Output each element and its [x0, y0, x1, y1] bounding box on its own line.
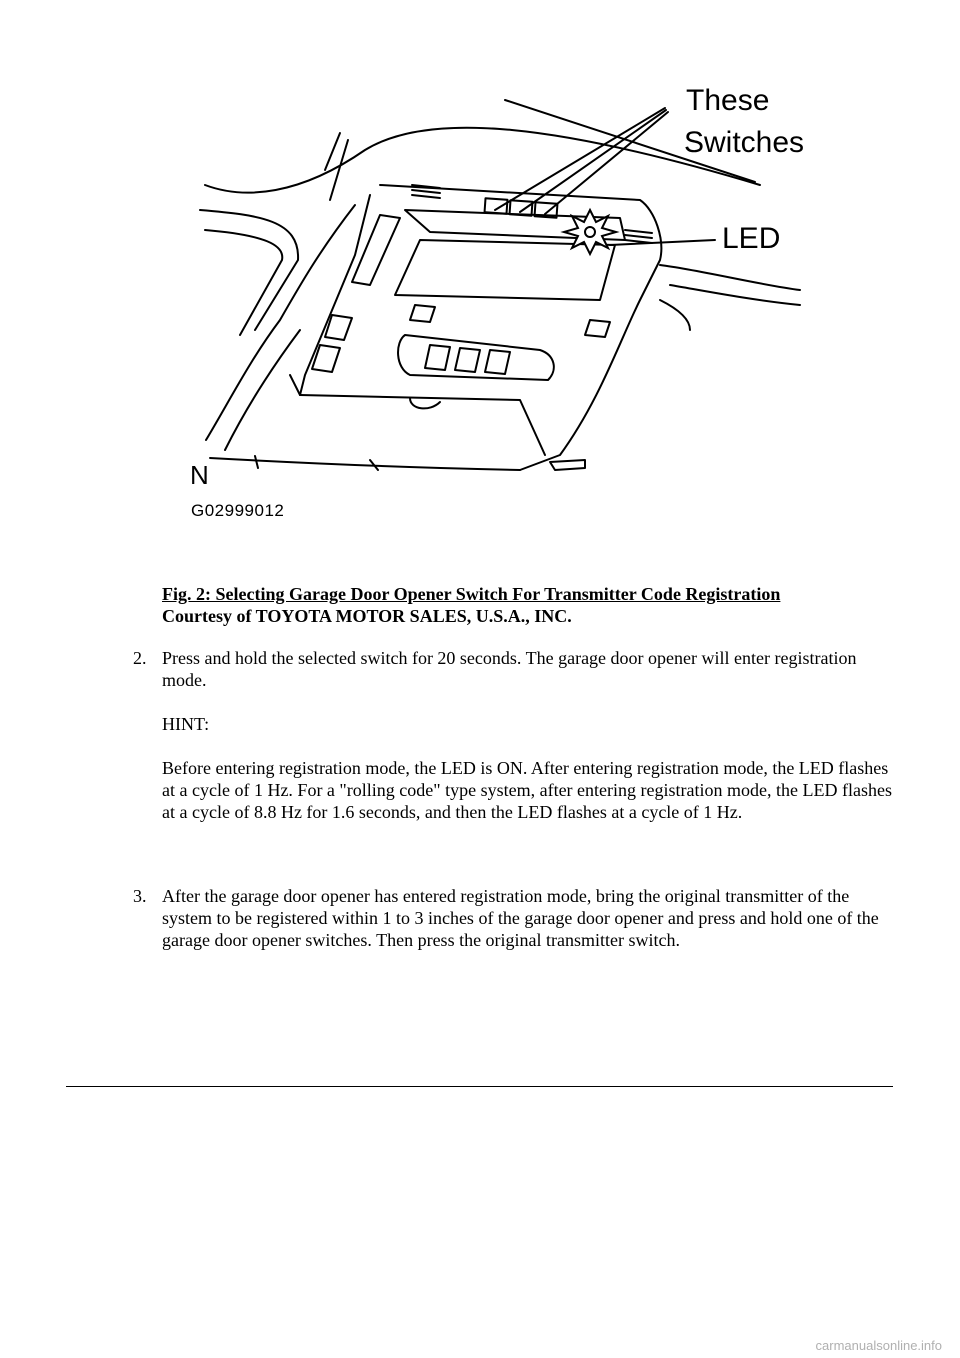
watermark: carmanualsonline.info: [815, 1338, 942, 1353]
step-2: [133, 647, 893, 845]
step-3: [133, 885, 893, 973]
callout-switches-label: Switches: [684, 126, 805, 159]
figure-code-label: G02999012: [191, 501, 285, 520]
figure-caption-title: Fig. 2: Selecting Garage Door Opener Switch For Transmitter Code Registration: [162, 584, 781, 604]
led-burst-icon: [564, 210, 616, 254]
step-number: 2.: [133, 648, 147, 668]
callout-led-label: LED: [722, 222, 781, 255]
figure-caption: [162, 583, 780, 627]
figure-caption-courtesy: Courtesy of TOYOTA MOTOR SALES, U.S.A., INC.: [162, 606, 572, 626]
step-text: Press and hold the selected switch for 20 seconds. The garage door opener will enter registration mode.: [162, 648, 857, 690]
step-number: 3.: [133, 886, 147, 906]
callout-these-label: These: [686, 84, 770, 117]
step-text: After the garage door opener has entered registration mode, bring the original transmitter of the system to be registered within 1 to 3 inches of the garage door opener and press and hold one of the garage door opener switches. Then press the original transmitter switch.: [162, 886, 879, 950]
page-divider: [66, 1086, 893, 1087]
figure-letter-label: N: [190, 460, 209, 490]
hint-label: HINT:: [162, 714, 210, 734]
hint-text: Before entering registration mode, the LED is ON. After entering registration mode, the LED flashes at a cycle of 1 Hz. For a "rolling code" type system, after entering registration mode, the LED flashes at a cycle of 8.8 Hz for 1.6 seconds, and then the LED flashes at a cycle of 1 Hz.: [162, 758, 892, 822]
